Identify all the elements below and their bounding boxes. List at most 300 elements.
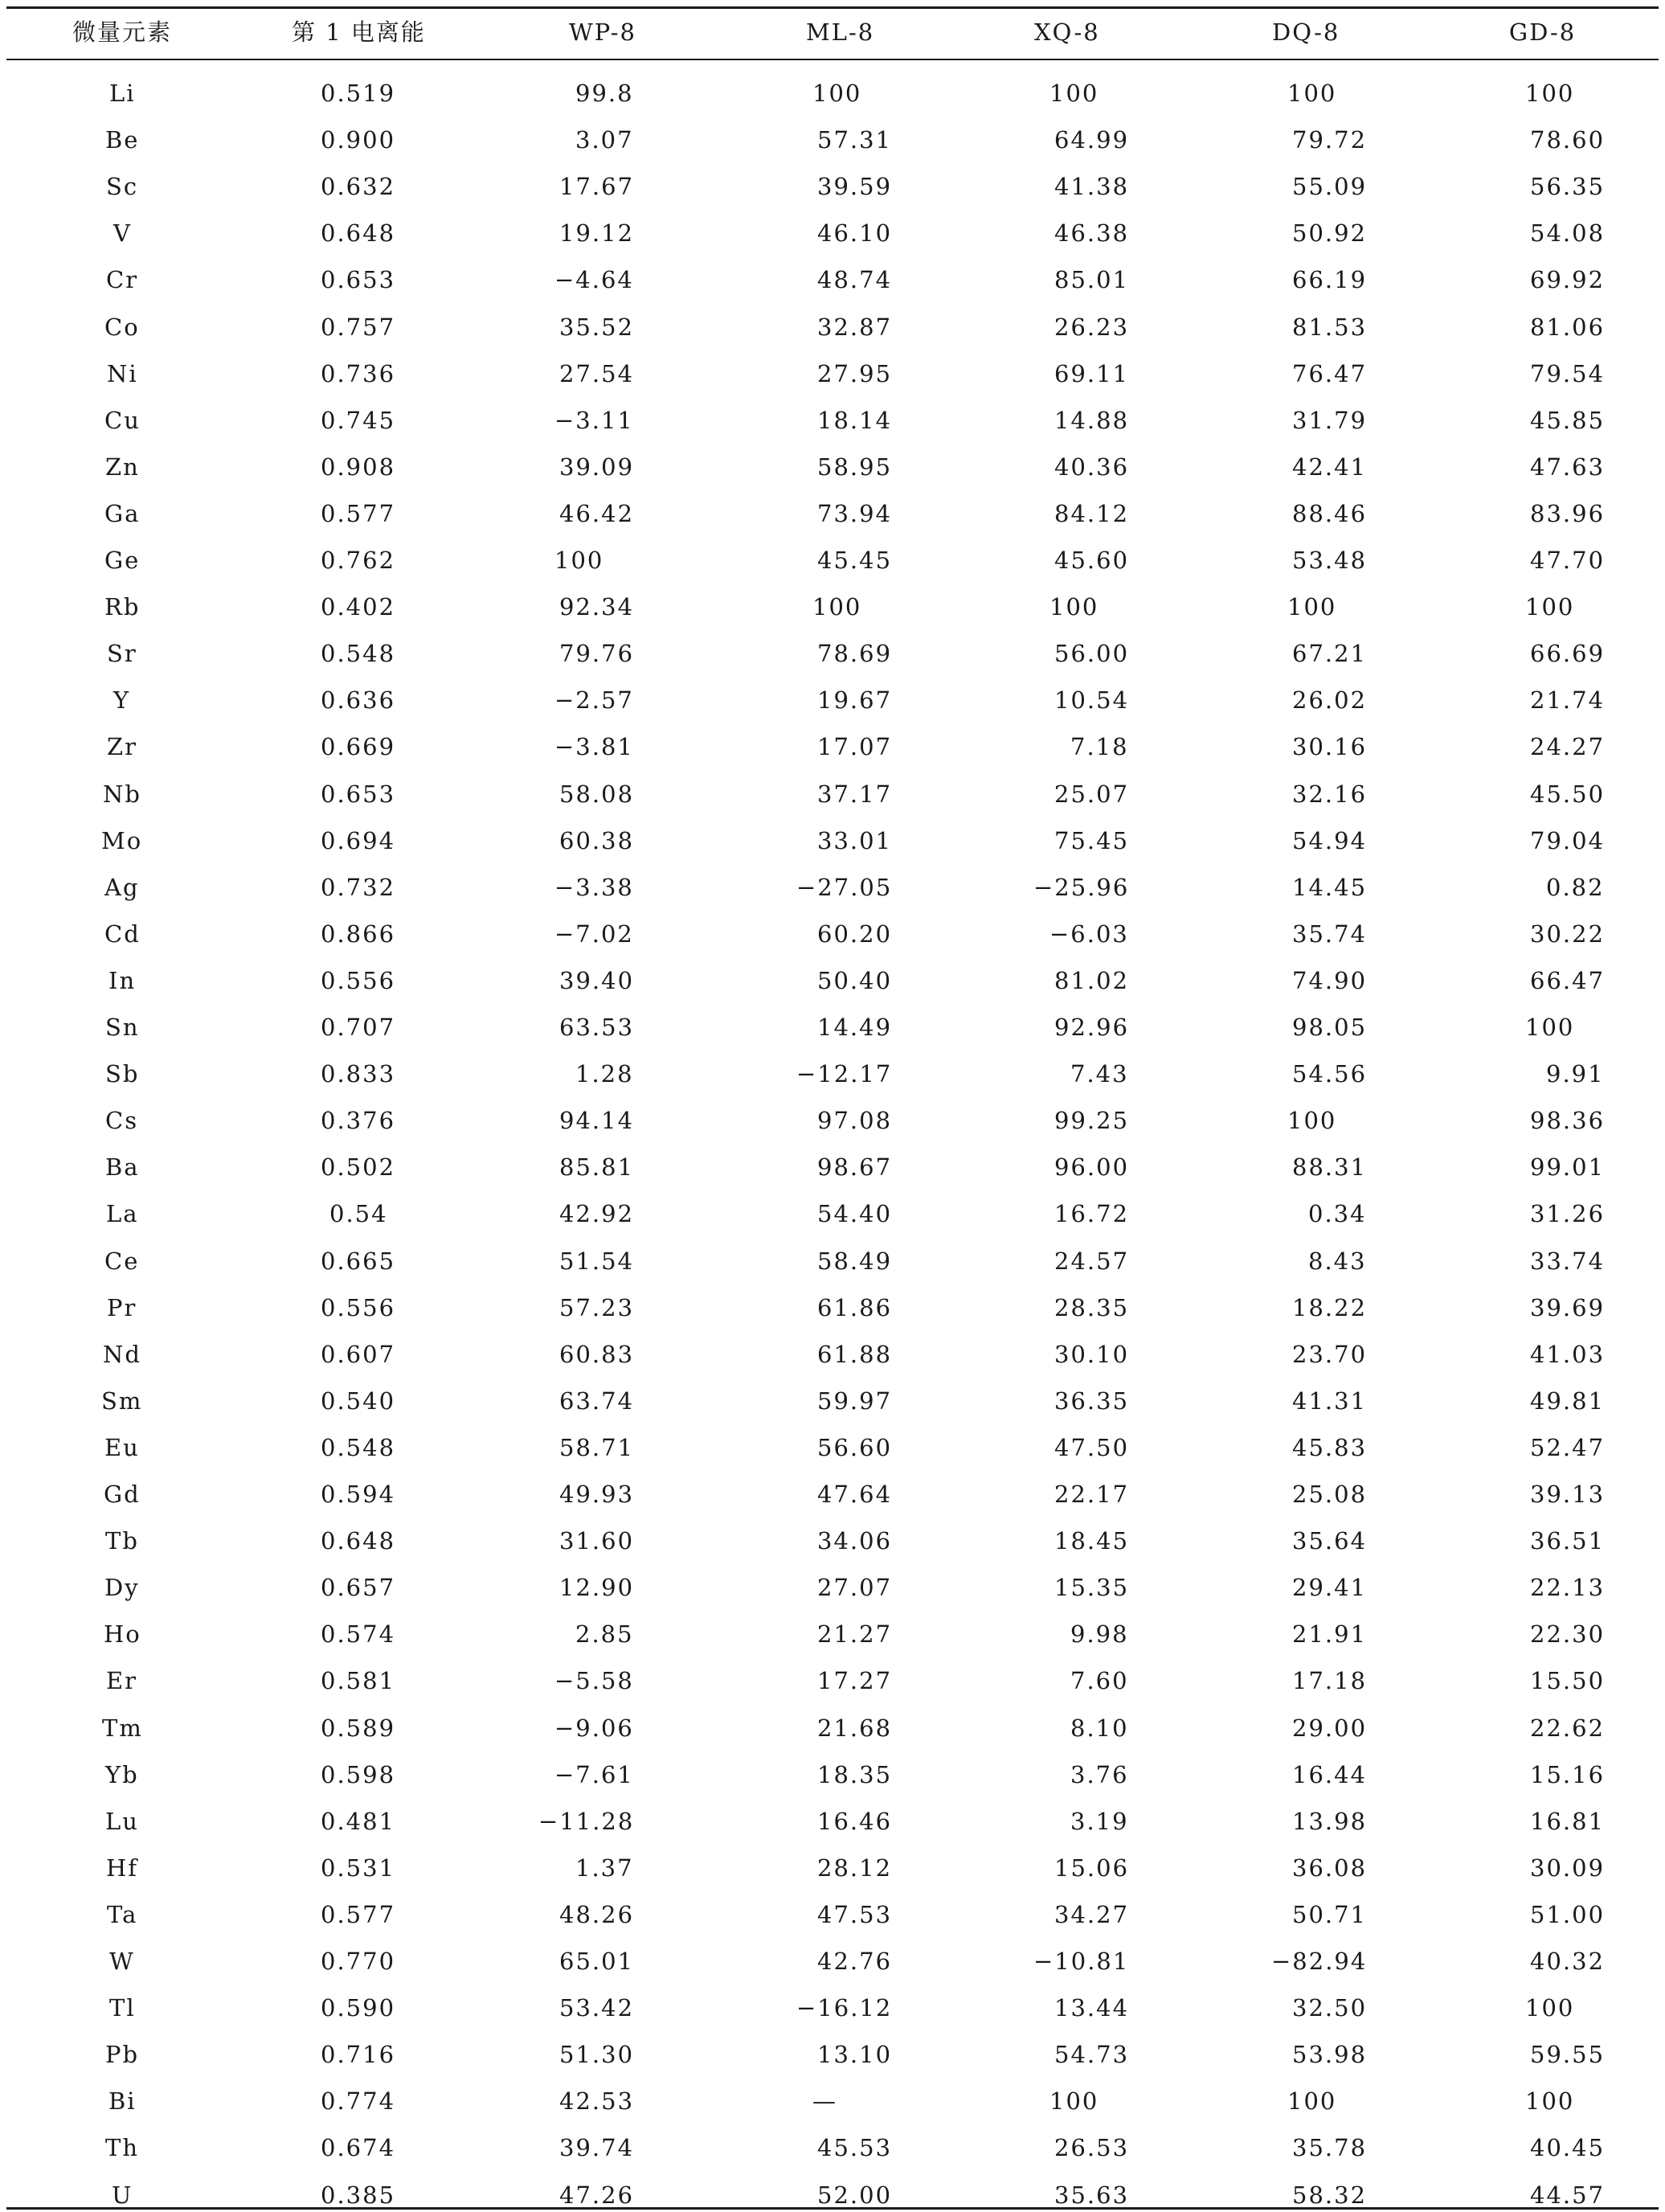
value-cell: 7.60	[1070, 1667, 1129, 1694]
element-cell: Ni	[107, 360, 138, 387]
value-cell: 100	[1049, 2087, 1099, 2115]
ionization-energy-cell: 0.669	[321, 733, 396, 760]
column-header: GD-8	[1509, 18, 1577, 46]
value-cell: 16.44	[1292, 1761, 1368, 1788]
value-cell: 22.30	[1530, 1620, 1606, 1648]
value-cell: 100	[1525, 80, 1575, 107]
value-cell: 45.53	[817, 2134, 893, 2161]
ionization-energy-cell: 0.556	[321, 967, 396, 994]
element-cell: Ce	[104, 1247, 140, 1275]
value-cell: 56.00	[1054, 640, 1130, 667]
value-cell: 18.45	[1054, 1527, 1130, 1555]
value-cell: 17.18	[1292, 1667, 1368, 1694]
value-cell: 66.19	[1292, 266, 1368, 293]
value-cell: 59.55	[1530, 2041, 1606, 2068]
value-cell: 0.82	[1546, 874, 1605, 901]
value-cell: 47.50	[1054, 1434, 1130, 1461]
value-cell: 61.88	[817, 1341, 893, 1368]
ionization-energy-cell: 0.548	[321, 1434, 396, 1461]
value-cell: 100	[1287, 1107, 1337, 1134]
table-top-rule	[6, 6, 1659, 9]
value-cell: 3.19	[1070, 1808, 1129, 1835]
ionization-energy-cell: 0.519	[321, 80, 396, 107]
value-cell: 14.49	[817, 1014, 893, 1041]
value-cell: 21.27	[817, 1620, 893, 1648]
element-cell: Y	[113, 686, 131, 714]
value-cell: 100	[1525, 1994, 1575, 2022]
ionization-energy-cell: 0.665	[321, 1247, 396, 1275]
value-cell: 50.40	[817, 967, 893, 994]
value-cell: −9.06	[554, 1714, 634, 1742]
value-cell: 50.92	[1292, 219, 1368, 247]
value-cell: 39.13	[1530, 1481, 1606, 1508]
value-cell: 12.90	[559, 1574, 635, 1601]
value-cell: 1.37	[575, 1854, 634, 1882]
element-cell: Yb	[105, 1761, 139, 1788]
value-cell: 60.20	[817, 920, 893, 948]
value-cell: 35.52	[559, 313, 635, 341]
value-cell: 99.25	[1054, 1107, 1130, 1134]
value-cell: 15.06	[1054, 1854, 1130, 1882]
column-header: WP-8	[569, 18, 636, 46]
value-cell: 100	[1049, 593, 1099, 621]
value-cell: 31.60	[559, 1527, 635, 1555]
value-cell: −4.64	[554, 266, 634, 293]
value-cell: 97.08	[817, 1107, 893, 1134]
value-cell: 30.16	[1292, 733, 1368, 760]
value-cell: 48.26	[559, 1901, 635, 1928]
value-cell: 34.06	[817, 1527, 893, 1555]
value-cell: 51.30	[559, 2041, 635, 2068]
value-cell: 18.35	[817, 1761, 893, 1788]
value-cell: 26.23	[1054, 313, 1130, 341]
value-cell: —	[812, 2087, 837, 2115]
element-cell: Zn	[105, 453, 140, 481]
ionization-energy-cell: 0.762	[321, 547, 396, 574]
value-cell: −3.81	[554, 733, 634, 760]
ionization-energy-cell: 0.589	[321, 1714, 396, 1742]
element-cell: Pr	[107, 1294, 137, 1321]
ionization-energy-cell: 0.653	[321, 266, 396, 293]
ionization-energy-cell: 0.540	[321, 1387, 396, 1415]
value-cell: 8.43	[1308, 1247, 1367, 1275]
value-cell: 44.57	[1530, 2181, 1606, 2209]
value-cell: 96.00	[1054, 1153, 1130, 1181]
element-cell: Tm	[102, 1714, 143, 1742]
element-cell: Li	[109, 80, 136, 107]
value-cell: 10.54	[1054, 686, 1130, 714]
value-cell: 51.54	[559, 1247, 635, 1275]
element-cell: Tl	[109, 1994, 136, 2022]
value-cell: 45.60	[1054, 547, 1130, 574]
element-cell: Be	[105, 126, 140, 154]
value-cell: 48.74	[817, 266, 893, 293]
ionization-energy-cell: 0.657	[321, 1574, 396, 1601]
column-header: XQ-8	[1034, 18, 1100, 46]
value-cell: 81.53	[1292, 313, 1368, 341]
value-cell: 47.70	[1530, 547, 1606, 574]
element-cell: Bi	[108, 2087, 137, 2115]
value-cell: 47.64	[817, 1481, 893, 1508]
value-cell: 13.10	[817, 2041, 893, 2068]
value-cell: 30.09	[1530, 1854, 1606, 1882]
value-cell: 27.95	[817, 360, 893, 387]
value-cell: 15.50	[1530, 1667, 1606, 1694]
ionization-energy-cell: 0.632	[321, 173, 396, 200]
value-cell: 56.60	[817, 1434, 893, 1461]
value-cell: −10.81	[1033, 1948, 1130, 1975]
value-cell: 45.45	[817, 547, 893, 574]
value-cell: 99.01	[1530, 1153, 1606, 1181]
value-cell: 46.10	[817, 219, 893, 247]
element-cell: Sr	[107, 640, 137, 667]
value-cell: 25.08	[1292, 1481, 1368, 1508]
value-cell: 100	[1049, 80, 1099, 107]
value-cell: 8.10	[1070, 1714, 1129, 1742]
value-cell: 83.96	[1530, 500, 1606, 527]
value-cell: 60.83	[559, 1341, 635, 1368]
value-cell: 16.46	[817, 1808, 893, 1835]
element-cell: Cr	[106, 266, 139, 293]
value-cell: 46.42	[559, 500, 635, 527]
value-cell: 94.14	[559, 1107, 635, 1134]
ionization-energy-cell: 0.598	[321, 1761, 396, 1788]
ionization-energy-cell: 0.674	[321, 2134, 396, 2161]
value-cell: 54.08	[1530, 219, 1606, 247]
value-cell: −16.12	[796, 1994, 893, 2022]
element-cell: Tb	[105, 1527, 139, 1555]
value-cell: 24.27	[1530, 733, 1606, 760]
ionization-energy-cell: 0.636	[321, 686, 396, 714]
value-cell: 25.07	[1054, 780, 1130, 808]
value-cell: 78.69	[817, 640, 893, 667]
value-cell: 52.47	[1530, 1434, 1606, 1461]
value-cell: 39.74	[559, 2134, 635, 2161]
element-cell: Sc	[106, 173, 139, 200]
value-cell: 36.51	[1530, 1527, 1606, 1555]
value-cell: 26.02	[1292, 686, 1368, 714]
value-cell: 2.85	[575, 1620, 634, 1648]
value-cell: 36.35	[1054, 1387, 1130, 1415]
value-cell: 51.00	[1530, 1901, 1606, 1928]
element-cell: Nd	[103, 1341, 141, 1368]
ionization-energy-cell: 0.900	[321, 126, 396, 154]
value-cell: −6.03	[1049, 920, 1129, 948]
value-cell: 31.79	[1292, 407, 1368, 434]
ionization-energy-cell: 0.866	[321, 920, 396, 948]
element-cell: W	[109, 1948, 135, 1975]
ionization-energy-cell: 0.833	[321, 1060, 396, 1088]
value-cell: 100	[1287, 593, 1337, 621]
value-cell: 30.22	[1530, 920, 1606, 948]
value-cell: 52.00	[817, 2181, 893, 2209]
ionization-energy-cell: 0.757	[321, 313, 396, 341]
value-cell: 33.01	[817, 827, 893, 854]
element-cell: Mo	[101, 827, 143, 854]
value-cell: 18.22	[1292, 1294, 1368, 1321]
value-cell: 17.67	[559, 173, 635, 200]
element-cell: Dy	[104, 1574, 140, 1601]
value-cell: 7.43	[1070, 1060, 1129, 1088]
value-cell: 47.53	[817, 1901, 893, 1928]
ionization-energy-cell: 0.770	[321, 1948, 396, 1975]
value-cell: 53.48	[1292, 547, 1368, 574]
element-cell: Ga	[104, 500, 141, 527]
column-header: ML-8	[806, 18, 875, 46]
value-cell: 19.67	[817, 686, 893, 714]
value-cell: 69.92	[1530, 266, 1606, 293]
ionization-energy-cell: 0.402	[321, 593, 396, 621]
ionization-energy-cell: 0.531	[321, 1854, 396, 1882]
element-cell: La	[106, 1200, 139, 1227]
element-cell: Pb	[105, 2041, 140, 2068]
value-cell: 41.38	[1054, 173, 1130, 200]
value-cell: 9.91	[1546, 1060, 1605, 1088]
value-cell: 47.63	[1530, 453, 1606, 481]
value-cell: −25.96	[1033, 874, 1130, 901]
value-cell: 41.31	[1292, 1387, 1368, 1415]
value-cell: 79.54	[1530, 360, 1606, 387]
column-header: DQ-8	[1272, 18, 1340, 46]
value-cell: 32.87	[817, 313, 893, 341]
ionization-energy-cell: 0.502	[321, 1153, 396, 1181]
value-cell: 34.27	[1054, 1901, 1130, 1928]
value-cell: 22.17	[1054, 1481, 1130, 1508]
value-cell: 31.26	[1530, 1200, 1606, 1227]
value-cell: 15.16	[1530, 1761, 1606, 1788]
value-cell: 55.09	[1292, 173, 1368, 200]
value-cell: 79.04	[1530, 827, 1606, 854]
value-cell: 64.99	[1054, 126, 1130, 154]
value-cell: 92.96	[1054, 1014, 1130, 1041]
value-cell: 50.71	[1292, 1901, 1368, 1928]
ionization-energy-cell: 0.774	[321, 2087, 396, 2115]
value-cell: 58.32	[1292, 2181, 1368, 2209]
element-cell: Lu	[105, 1808, 139, 1835]
value-cell: 47.26	[559, 2181, 635, 2209]
value-cell: 79.72	[1292, 126, 1368, 154]
element-cell: Cd	[104, 920, 141, 948]
value-cell: 79.76	[559, 640, 635, 667]
element-cell: Co	[104, 313, 140, 341]
ionization-energy-cell: 0.653	[321, 780, 396, 808]
value-cell: 84.12	[1054, 500, 1130, 527]
value-cell: 14.45	[1292, 874, 1368, 901]
ionization-energy-cell: 0.908	[321, 453, 396, 481]
ionization-energy-cell: 0.736	[321, 360, 396, 387]
value-cell: −7.02	[554, 920, 634, 948]
value-cell: 45.83	[1292, 1434, 1368, 1461]
value-cell: −3.11	[554, 407, 634, 434]
ionization-energy-cell: 0.732	[321, 874, 396, 901]
value-cell: −11.28	[538, 1808, 635, 1835]
value-cell: 54.56	[1292, 1060, 1368, 1088]
element-cell: Sn	[105, 1014, 140, 1041]
value-cell: 32.16	[1292, 780, 1368, 808]
value-cell: 15.35	[1054, 1574, 1130, 1601]
ionization-energy-cell: 0.577	[321, 1901, 396, 1928]
value-cell: 78.60	[1530, 126, 1606, 154]
column-header: 微量元素	[72, 18, 173, 46]
element-cell: Ho	[104, 1620, 141, 1648]
value-cell: 17.07	[817, 733, 893, 760]
value-cell: 85.01	[1054, 266, 1130, 293]
value-cell: −12.17	[796, 1060, 893, 1088]
value-cell: 42.53	[559, 2087, 635, 2115]
value-cell: 92.34	[559, 593, 635, 621]
element-cell: Eu	[104, 1434, 140, 1461]
value-cell: 22.62	[1530, 1714, 1606, 1742]
value-cell: 69.11	[1054, 360, 1130, 387]
ionization-energy-cell: 0.694	[321, 827, 396, 854]
value-cell: 76.47	[1292, 360, 1368, 387]
value-cell: 23.70	[1292, 1341, 1368, 1368]
value-cell: 57.31	[817, 126, 893, 154]
value-cell: 98.36	[1530, 1107, 1606, 1134]
value-cell: 100	[1287, 2087, 1337, 2115]
value-cell: 98.67	[817, 1153, 893, 1181]
value-cell: 40.32	[1530, 1948, 1606, 1975]
value-cell: 3.07	[575, 126, 634, 154]
ionization-energy-cell: 0.556	[321, 1294, 396, 1321]
value-cell: 73.94	[817, 500, 893, 527]
value-cell: 40.36	[1054, 453, 1130, 481]
value-cell: 100	[1287, 80, 1337, 107]
value-cell: 100	[812, 593, 862, 621]
ionization-energy-cell: 0.745	[321, 407, 396, 434]
element-cell: Th	[105, 2134, 140, 2161]
value-cell: 99.8	[575, 80, 634, 107]
value-cell: 100	[1525, 593, 1575, 621]
ionization-energy-cell: 0.385	[321, 2181, 396, 2209]
value-cell: 35.64	[1292, 1527, 1368, 1555]
value-cell: 13.98	[1292, 1808, 1368, 1835]
element-cell: Nb	[103, 780, 141, 808]
element-cell: Er	[106, 1667, 138, 1694]
value-cell: 29.41	[1292, 1574, 1368, 1601]
value-cell: 54.40	[817, 1200, 893, 1227]
value-cell: 39.59	[817, 173, 893, 200]
value-cell: 98.05	[1292, 1014, 1368, 1041]
element-cell: Gd	[104, 1481, 141, 1508]
value-cell: 27.54	[559, 360, 635, 387]
value-cell: 53.98	[1292, 2041, 1368, 2068]
ionization-energy-cell: 0.594	[321, 1481, 396, 1508]
value-cell: 60.38	[559, 827, 635, 854]
value-cell: 45.85	[1530, 407, 1606, 434]
value-cell: 63.53	[559, 1014, 635, 1041]
value-cell: 39.09	[559, 453, 635, 481]
value-cell: 42.76	[817, 1948, 893, 1975]
value-cell: 100	[812, 80, 862, 107]
value-cell: 88.31	[1292, 1153, 1368, 1181]
value-cell: 57.23	[559, 1294, 635, 1321]
value-cell: 28.12	[817, 1854, 893, 1882]
value-cell: 67.21	[1292, 640, 1368, 667]
value-cell: 61.86	[817, 1294, 893, 1321]
ionization-energy-cell: 0.581	[321, 1667, 396, 1694]
value-cell: 35.74	[1292, 920, 1368, 948]
value-cell: −3.38	[554, 874, 634, 901]
value-cell: 14.88	[1054, 407, 1130, 434]
ionization-energy-cell: 0.707	[321, 1014, 396, 1041]
value-cell: 18.14	[817, 407, 893, 434]
element-cell: Sm	[101, 1387, 143, 1415]
value-cell: 1.28	[575, 1060, 634, 1088]
value-cell: 59.97	[817, 1387, 893, 1415]
value-cell: 58.95	[817, 453, 893, 481]
ionization-energy-cell: 0.648	[321, 1527, 396, 1555]
value-cell: 49.81	[1530, 1387, 1606, 1415]
value-cell: 54.94	[1292, 827, 1368, 854]
value-cell: 35.78	[1292, 2134, 1368, 2161]
value-cell: 41.03	[1530, 1341, 1606, 1368]
value-cell: 88.46	[1292, 500, 1368, 527]
value-cell: 100	[1525, 1014, 1575, 1041]
value-cell: 56.35	[1530, 173, 1606, 200]
value-cell: 3.76	[1070, 1761, 1129, 1788]
value-cell: −5.58	[554, 1667, 634, 1694]
value-cell: 65.01	[559, 1948, 635, 1975]
value-cell: 39.69	[1530, 1294, 1606, 1321]
ionization-energy-cell: 0.590	[321, 1994, 396, 2022]
value-cell: 0.34	[1308, 1200, 1367, 1227]
element-cell: V	[113, 219, 132, 247]
value-cell: 21.91	[1292, 1620, 1368, 1648]
value-cell: 81.06	[1530, 313, 1606, 341]
value-cell: 22.13	[1530, 1574, 1606, 1601]
value-cell: 46.38	[1054, 219, 1130, 247]
ionization-energy-cell: 0.376	[321, 1107, 396, 1134]
value-cell: −7.61	[554, 1761, 634, 1788]
value-cell: 16.81	[1530, 1808, 1606, 1835]
value-cell: 45.50	[1530, 780, 1606, 808]
table-header-rule	[6, 59, 1659, 60]
value-cell: 21.68	[817, 1714, 893, 1742]
element-cell: Ge	[104, 547, 141, 574]
value-cell: 63.74	[559, 1387, 635, 1415]
value-cell: 100	[1525, 2087, 1575, 2115]
value-cell: 39.40	[559, 967, 635, 994]
ionization-energy-cell: 0.574	[321, 1620, 396, 1648]
value-cell: 36.08	[1292, 1854, 1368, 1882]
element-cell: Cs	[105, 1107, 139, 1134]
value-cell: −27.05	[796, 874, 893, 901]
value-cell: 29.00	[1292, 1714, 1368, 1742]
value-cell: 58.49	[817, 1247, 893, 1275]
element-cell: Ba	[105, 1153, 140, 1181]
value-cell: 74.90	[1292, 967, 1368, 994]
element-cell: Cu	[104, 407, 141, 434]
value-cell: 16.72	[1054, 1200, 1130, 1227]
value-cell: 66.69	[1530, 640, 1606, 667]
value-cell: 75.45	[1054, 827, 1130, 854]
value-cell: −2.57	[554, 686, 634, 714]
value-cell: 37.17	[817, 780, 893, 808]
value-cell: 58.08	[559, 780, 635, 808]
ionization-energy-cell: 0.548	[321, 640, 396, 667]
value-cell: 35.63	[1054, 2181, 1130, 2209]
ionization-energy-cell: 0.607	[321, 1341, 396, 1368]
value-cell: 13.44	[1054, 1994, 1130, 2022]
value-cell: 66.47	[1530, 967, 1606, 994]
value-cell: 9.98	[1070, 1620, 1129, 1648]
value-cell: 33.74	[1530, 1247, 1606, 1275]
value-cell: 42.92	[559, 1200, 635, 1227]
value-cell: 19.12	[559, 219, 635, 247]
element-cell: Sb	[105, 1060, 140, 1088]
value-cell: 26.53	[1054, 2134, 1130, 2161]
